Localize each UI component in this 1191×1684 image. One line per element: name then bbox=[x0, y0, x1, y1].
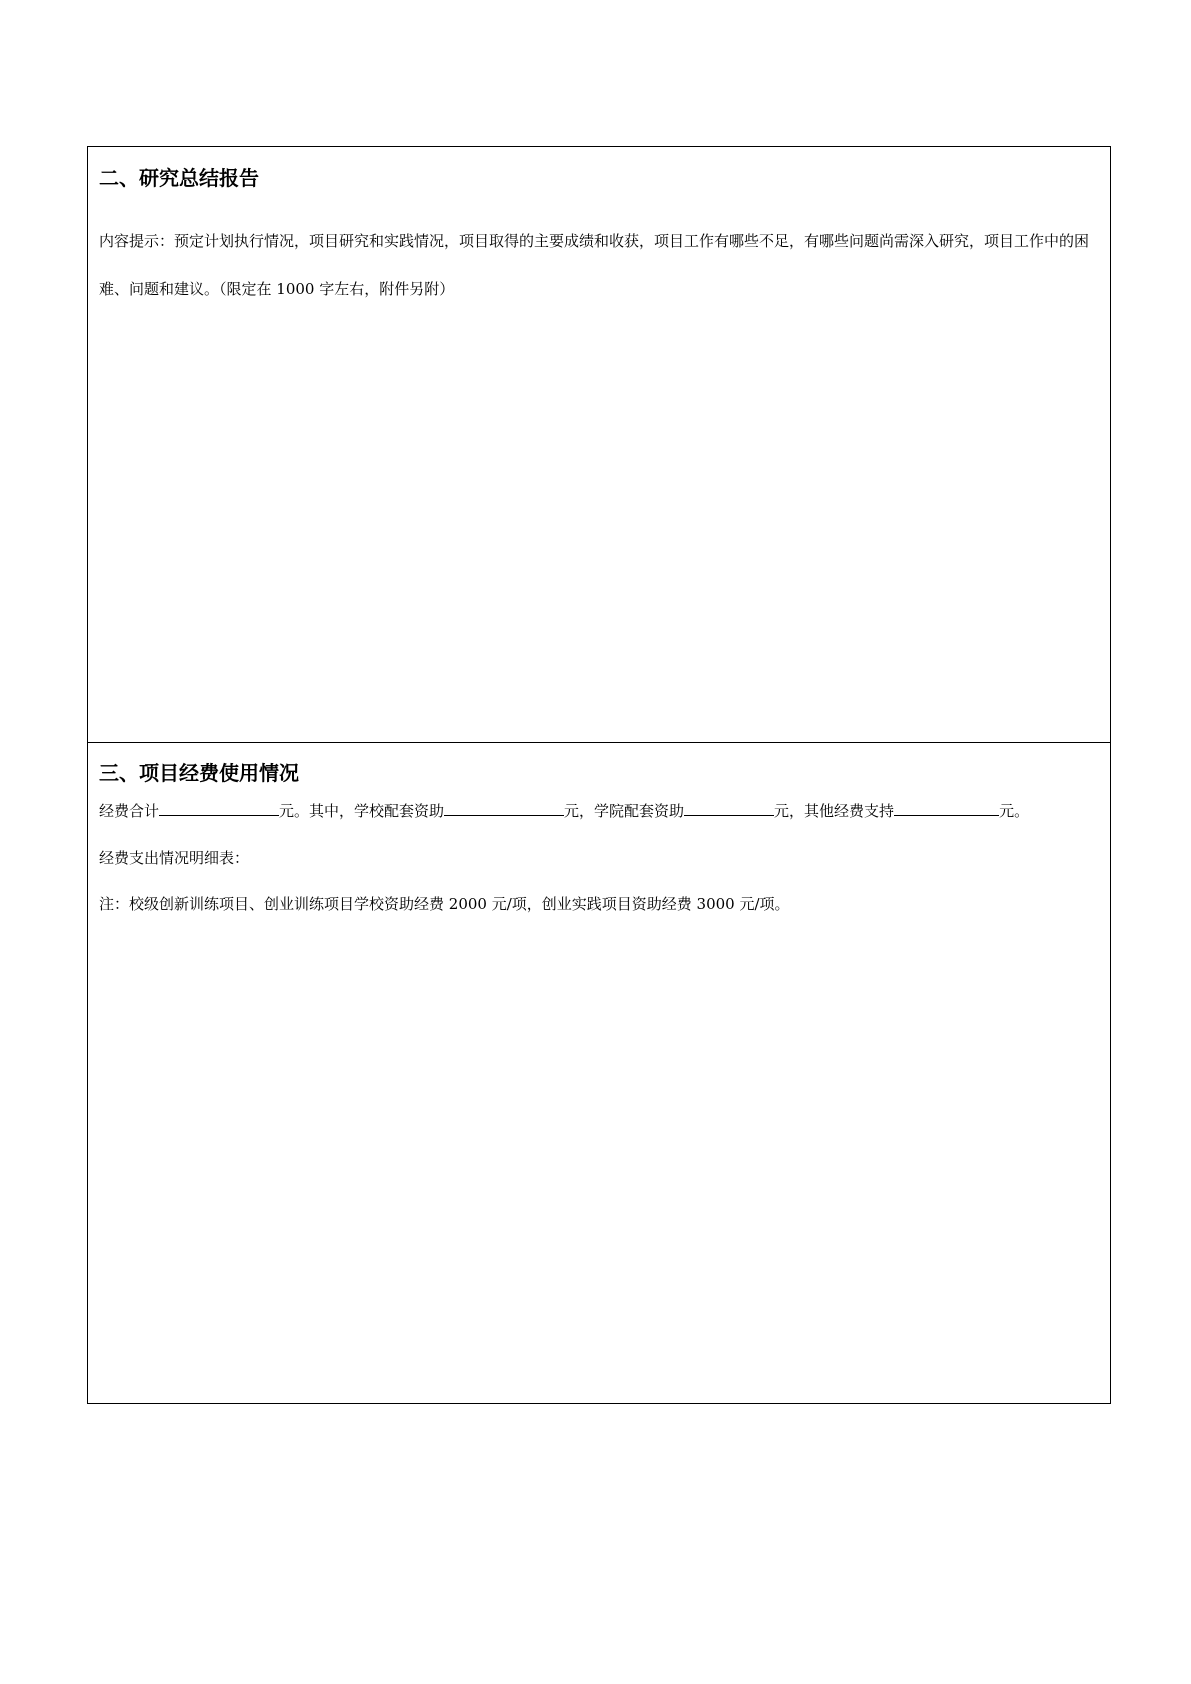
funding-other-label: 元，其他经费支持 bbox=[774, 802, 895, 820]
funding-total-blank[interactable] bbox=[159, 799, 279, 816]
research-summary-section bbox=[88, 147, 1110, 743]
funding-usage-heading: 三、项目经费使用情况 bbox=[99, 761, 299, 785]
content-prompt: 内容提示：预定计划执行情况，项目研究和实践情况，项目取得的主要成绩和收获，项目工作有哪些不足，有哪些问题尚需深入研究，项目工作中的困难、问题和建议。（限定在 1000 字左右，附件另附） bbox=[99, 232, 1090, 298]
funding-total-label: 经费合计 bbox=[99, 802, 160, 820]
research-summary-heading: 二、研究总结报告 bbox=[99, 166, 259, 190]
funding-college-label: 元，学院配套资助 bbox=[564, 802, 685, 820]
funding-other-blank[interactable] bbox=[894, 799, 999, 816]
funding-end-label: 元。 bbox=[999, 802, 1030, 820]
funding-note: 注：校级创新训练项目、创业训练项目学校资助经费 2000 元/项，创业实践项目资助经费 3000 元/项。 bbox=[99, 895, 790, 913]
funding-school-blank[interactable] bbox=[444, 799, 564, 816]
report-form-table bbox=[87, 146, 1111, 1404]
funding-school-label: 元。其中，学校配套资助 bbox=[279, 802, 445, 820]
funding-total-line bbox=[99, 799, 1029, 822]
funding-usage-section bbox=[88, 743, 1110, 1403]
expense-detail-label: 经费支出情况明细表： bbox=[99, 849, 250, 867]
funding-college-blank[interactable] bbox=[684, 799, 774, 816]
